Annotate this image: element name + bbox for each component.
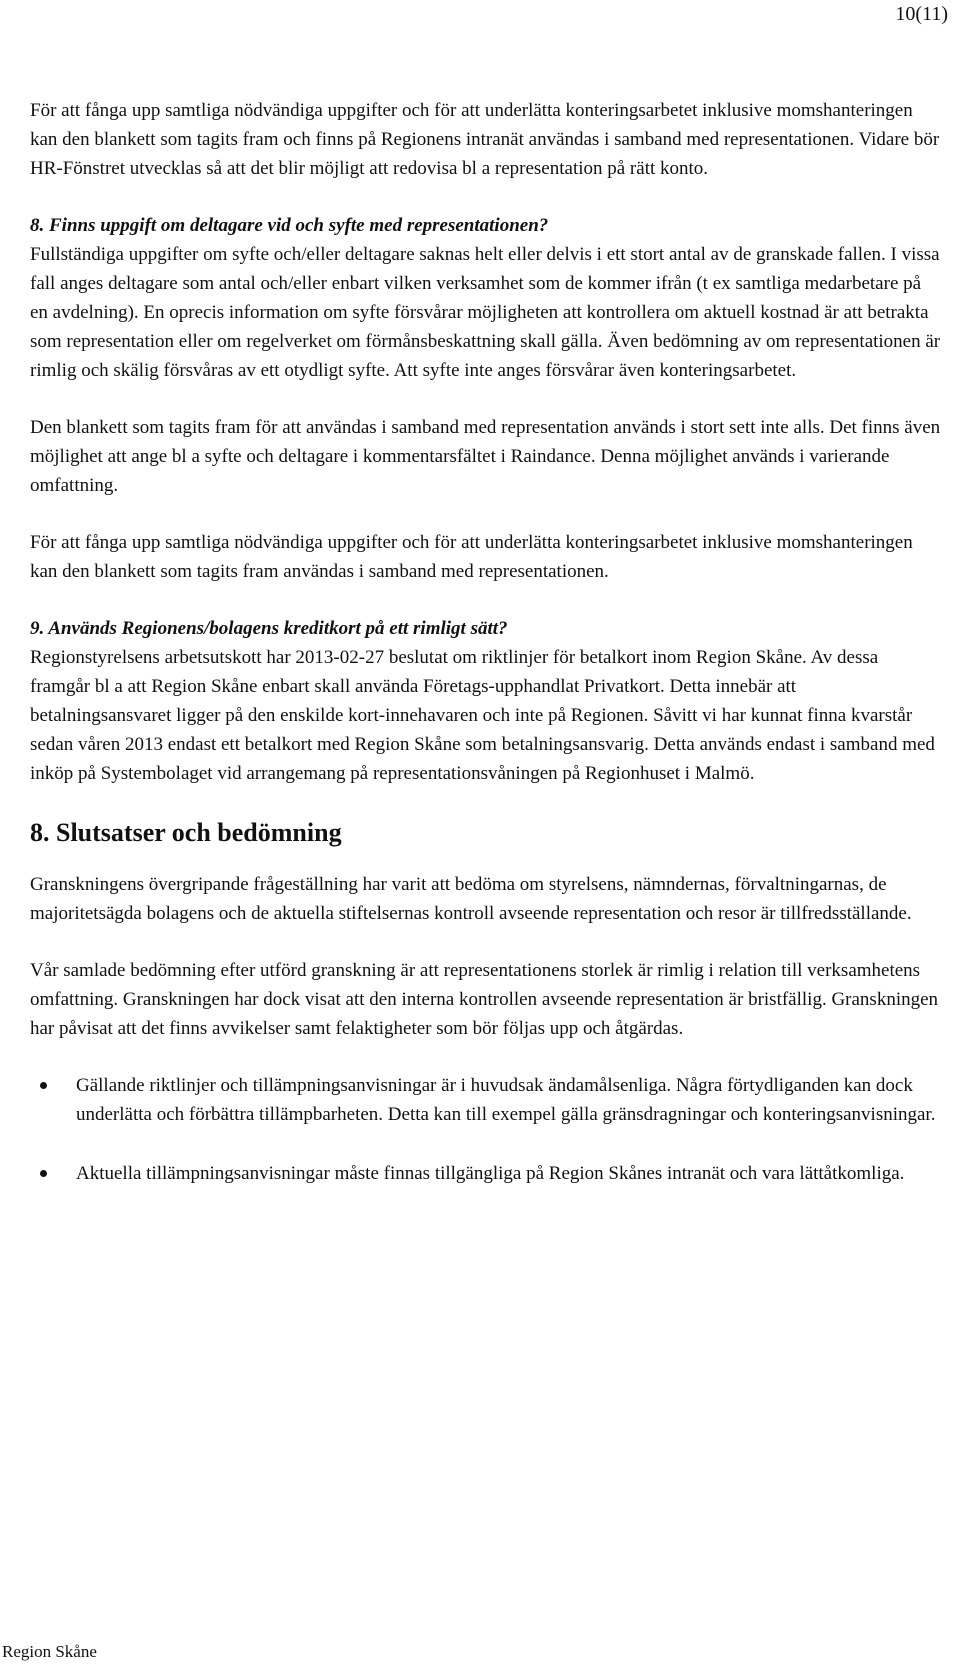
section-9-block xyxy=(30,614,942,788)
page-number: 10(11) xyxy=(895,3,948,25)
paragraph: Granskningens övergripande frågeställning har varit att bedöma om styrelsens, nämndernas, förvaltningarnas, de majoritetsägda bolagens och de aktuella stiftelsernas kontroll avseende representation och resor är tillfredsställande. xyxy=(30,874,912,924)
section-text: Fullständiga uppgifter om syfte och/eller deltagare saknas helt eller delvis i ett stort antal av de granskade fallen. I vissa fall anges deltagare som antal och/eller enbart vilken verksamhet som de kommer ifrån (t ex samtliga medarbetare på en avdelning). En oprecis information om syfte försvårar möjligheten att kontrollera om aktuell kostnad är att betrakta som representation eller om regelverket om förmånsbeskattning skall gälla. Även bedömning av om representationen är rimlig och skälig försvåras av ett otydligt syfte. Att syfte inte anges försvårar även konteringsarbetet. xyxy=(30,244,941,381)
section-text: Regionstyrelsens arbetsutskott har 2013-02-27 beslutat om riktlinjer för betalkort inom Region Skåne. Av dessa framgår bl a att Region Skåne enbart skall använda Företags-upphandlat Privatkort. Detta innebär att betalningsansvaret ligger på den enskilde kort-innehavaren och inte på Regionen. Såvitt vi har kunnat finna kvarstår sedan våren 2013 endast ett betalkort med Region Skåne som betalningsansvarig. Detta används endast i samband med inköp på Systembolaget vid arrangemang på representationsvåningen på Regionhuset i Malmö. xyxy=(30,647,935,784)
section-heading: 9. Används Regionens/bolagens kreditkort på ett rimligt sätt? xyxy=(30,618,508,639)
paragraph: För att fånga upp samtliga nödvändiga uppgifter och för att underlätta konteringsarbetet inklusive momshanteringen kan den blankett som tagits fram användas i samband med representationen. xyxy=(30,532,913,582)
section-heading: 8. Finns uppgift om deltagare vid och syfte med representationen? xyxy=(30,215,549,236)
chapter-heading: 8. Slutsatser och bedömning xyxy=(30,818,342,847)
paragraph: Den blankett som tagits fram för att användas i samband med representation används i stort sett inte alls. Det finns även möjlighet att ange bl a syfte och deltagare i kommentarsfältet i Raindance. Denna möjlighet används i varierande omfattning. xyxy=(30,417,941,496)
bullet-icon xyxy=(40,1082,47,1089)
bullet-list xyxy=(30,1071,942,1188)
bullet-icon xyxy=(40,1170,47,1177)
document-body xyxy=(30,96,942,1218)
paragraph: För att fånga upp samtliga nödvändiga uppgifter och för att underlätta konteringsarbetet inklusive momshanteringen kan den blankett som tagits fram och finns på Regionens intranät användas i samband med representationen. Vidare bör HR-Fönstret utvecklas så att det blir möjligt att redovisa bl a representation på rätt konto. xyxy=(30,100,940,179)
paragraph: Vår samlade bedömning efter utförd granskning är att representationens storlek är rimlig i relation till verksamhetens omfattning. Granskningen har dock visat att den interna kontrollen avseende representation är bristfällig. Granskningen har påvisat att det finns avvikelser samt felaktigheter som bör följas upp och åtgärdas. xyxy=(30,960,939,1039)
list-item xyxy=(30,1071,942,1129)
list-item-text: Aktuella tillämpningsanvisningar måste finnas tillgängliga på Region Skånes intranät och vara lättåtkomliga. xyxy=(76,1163,905,1184)
section-8-block xyxy=(30,211,942,385)
list-item xyxy=(30,1159,942,1188)
footer-text: Region Skåne xyxy=(2,1642,97,1661)
list-item-text: Gällande riktlinjer och tillämpningsanvisningar är i huvudsak ändamålsenliga. Några förtydliganden kan dock underlätta och förbättra tillämpbarheten. Detta kan till exempel gälla gränsdragningar och konteringsanvisningar. xyxy=(76,1075,936,1125)
